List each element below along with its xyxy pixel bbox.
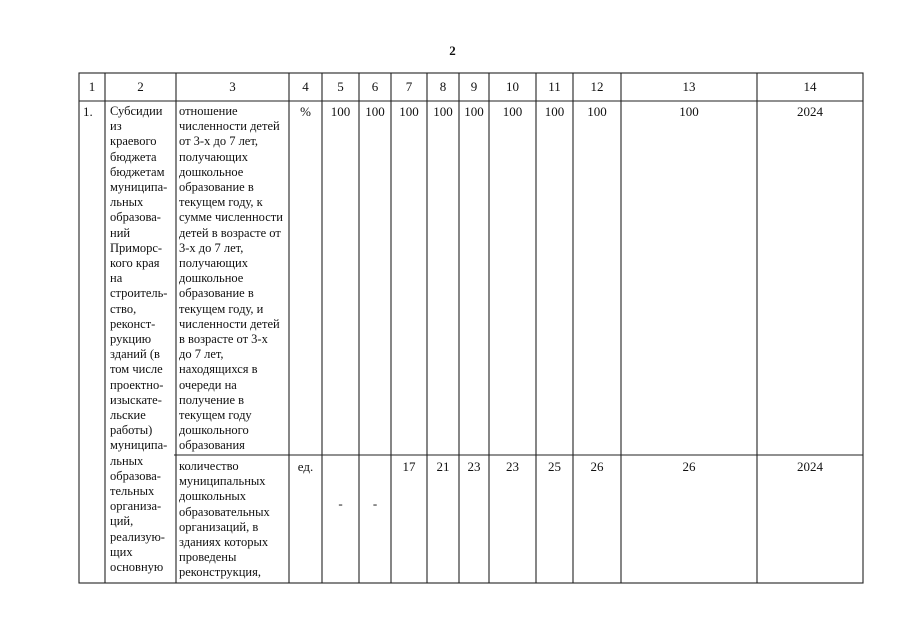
measure-name-line: ний bbox=[110, 225, 131, 240]
indicator-1-line: образования bbox=[179, 438, 245, 453]
measure-name-line: ство, bbox=[110, 301, 137, 316]
header-cell-3: 3 bbox=[229, 79, 236, 94]
indicator-2-year: 2024 bbox=[797, 459, 823, 474]
header-cell-7: 7 bbox=[405, 79, 413, 94]
measure-name-line: основную bbox=[110, 560, 164, 575]
measure-name-line: льские bbox=[110, 408, 146, 423]
indicator-2-dash-6: - bbox=[372, 496, 378, 511]
indicator-2-line: проведены bbox=[179, 550, 237, 565]
header-cell-10: 10 bbox=[506, 79, 519, 94]
indicator-1-line: 3-х до 7 лет, bbox=[179, 240, 244, 255]
indicator-1-value-8: 100 bbox=[433, 104, 453, 119]
indicator-2-value-10: 23 bbox=[506, 459, 519, 474]
indicator-1-value-9: 100 bbox=[464, 104, 484, 119]
indicator-1-line: текущем году, и bbox=[179, 301, 264, 316]
indicator-1-line: от 3-х до 7 лет, bbox=[179, 134, 259, 149]
indicator-2-line: зданиях которых bbox=[179, 535, 269, 550]
measure-name-line: кого края bbox=[110, 256, 160, 271]
indicator-1-line: сумме численности bbox=[179, 210, 283, 225]
indicator-1-line: дошкольного bbox=[179, 423, 249, 438]
measure-name-line: тельных bbox=[110, 484, 155, 499]
header-cell-13: 13 bbox=[682, 79, 696, 94]
indicator-2-unit: ед. bbox=[297, 459, 314, 474]
measure-name-line: на bbox=[110, 271, 123, 286]
measure-name-line: том числе bbox=[110, 362, 163, 377]
measure-name-line: ций, bbox=[110, 514, 134, 529]
indicator-1-unit: % bbox=[300, 104, 311, 119]
measure-name-line: изыскате- bbox=[110, 392, 162, 407]
indicator-1-line: текущем году, к bbox=[179, 195, 263, 210]
header-cell-12: 12 bbox=[590, 79, 604, 94]
indicator-2-line: дошкольных bbox=[179, 489, 247, 504]
indicator-2-line: муниципальных bbox=[179, 474, 266, 489]
measure-name-line: организа- bbox=[110, 499, 162, 514]
indicator-1-line: образование в bbox=[179, 286, 254, 301]
indicator-2-line: количество bbox=[179, 459, 239, 473]
measure-name-line: щих bbox=[110, 544, 133, 559]
indicator-1-value-12: 100 bbox=[587, 104, 607, 119]
measure-name-line: образова- bbox=[110, 468, 161, 483]
indicator-2-value-7: 17 bbox=[402, 459, 416, 474]
indicator-2-value-12: 26 bbox=[590, 459, 604, 474]
header-cell-1: 1 bbox=[88, 79, 96, 94]
indicator-2-line: реконструкция, bbox=[179, 565, 262, 580]
measure-name-line: рукцию bbox=[110, 332, 152, 347]
header-cell-14: 14 bbox=[803, 79, 817, 94]
measure-name-line: проектно- bbox=[110, 377, 164, 392]
indicator-1-line: в возрасте от 3-х bbox=[179, 332, 268, 347]
measure-name-line: реконст- bbox=[110, 316, 156, 331]
measure-name-line: Субсидии bbox=[110, 104, 163, 118]
measure-name-line: бюджетам bbox=[110, 164, 165, 179]
header-cell-4: 4 bbox=[302, 79, 309, 94]
indicator-1-value-7: 100 bbox=[399, 104, 419, 119]
indicator-1-value-13: 100 bbox=[679, 104, 699, 119]
indicator-2-value-13: 26 bbox=[682, 459, 696, 474]
measure-name-line: льных bbox=[110, 195, 144, 210]
indicator-1-line: дошкольное bbox=[179, 164, 244, 179]
measure-name-line: Приморс- bbox=[110, 240, 163, 255]
header-cell-11: 11 bbox=[548, 79, 561, 94]
measure-name-line: льных bbox=[110, 453, 144, 468]
indicator-1-value-6: 100 bbox=[365, 104, 385, 119]
header-cell-8: 8 bbox=[439, 79, 447, 94]
indicator-1-line: образование в bbox=[179, 180, 254, 195]
measure-name-line: зданий (в bbox=[110, 347, 160, 362]
indicator-1-value-5: 100 bbox=[330, 104, 351, 119]
measure-name-line: бюджета bbox=[110, 149, 157, 164]
indicator-2-dash-5: - bbox=[338, 496, 343, 511]
measure-name-line: образова- bbox=[110, 210, 161, 225]
indicator-2-value-8: 21 bbox=[436, 459, 450, 474]
indicator-1-line: получение в bbox=[179, 392, 245, 407]
indicator-2-line: организаций, в bbox=[179, 519, 259, 534]
row-index: 1. bbox=[83, 104, 93, 119]
indicator-1-line: отношение bbox=[179, 104, 238, 118]
measure-name-line: краевого bbox=[110, 134, 157, 149]
indicator-1-line: дошкольное bbox=[179, 271, 244, 286]
indicator-1-line: получающих bbox=[179, 149, 249, 164]
header-cell-9: 9 bbox=[470, 79, 478, 94]
indicator-1-line: численности детей bbox=[179, 119, 280, 134]
measure-name-line: муниципа- bbox=[110, 180, 168, 195]
indicator-1-year: 2024 bbox=[797, 104, 823, 119]
indicator-2-line: образовательных bbox=[179, 504, 270, 519]
header-cell-6: 6 bbox=[371, 79, 379, 94]
page-number: 2 bbox=[449, 43, 456, 58]
measure-name-line: реализую- bbox=[110, 529, 165, 544]
measure-name-line: из bbox=[110, 119, 122, 134]
indicator-1-text bbox=[179, 104, 283, 454]
indicator-1-line: получающих bbox=[179, 256, 249, 271]
header-cell-2: 2 bbox=[137, 79, 144, 94]
indicator-1-line: численности детей bbox=[179, 316, 280, 331]
indicator-1-line: очереди на bbox=[179, 377, 237, 392]
indicator-1-value-11: 100 bbox=[544, 104, 565, 119]
indicator-1-line: до 7 лет, bbox=[179, 347, 224, 362]
indicator-1-line: находящихся в bbox=[179, 362, 258, 377]
measure-name-line: строитель- bbox=[110, 286, 168, 301]
indicator-1-value-10: 100 bbox=[502, 104, 523, 119]
measure-name-text bbox=[110, 104, 167, 575]
indicator-2-value-11: 25 bbox=[548, 459, 561, 474]
indicator-1-line: текущем году bbox=[179, 408, 252, 423]
indicator-2-value-9: 23 bbox=[467, 459, 481, 474]
indicator-1-line: детей в возрасте от bbox=[179, 225, 281, 240]
measure-name-line: работы) bbox=[110, 423, 153, 438]
measure-name-line: муниципа- bbox=[110, 438, 168, 453]
header-cell-5: 5 bbox=[337, 79, 344, 94]
indicator-2-text bbox=[179, 459, 270, 581]
